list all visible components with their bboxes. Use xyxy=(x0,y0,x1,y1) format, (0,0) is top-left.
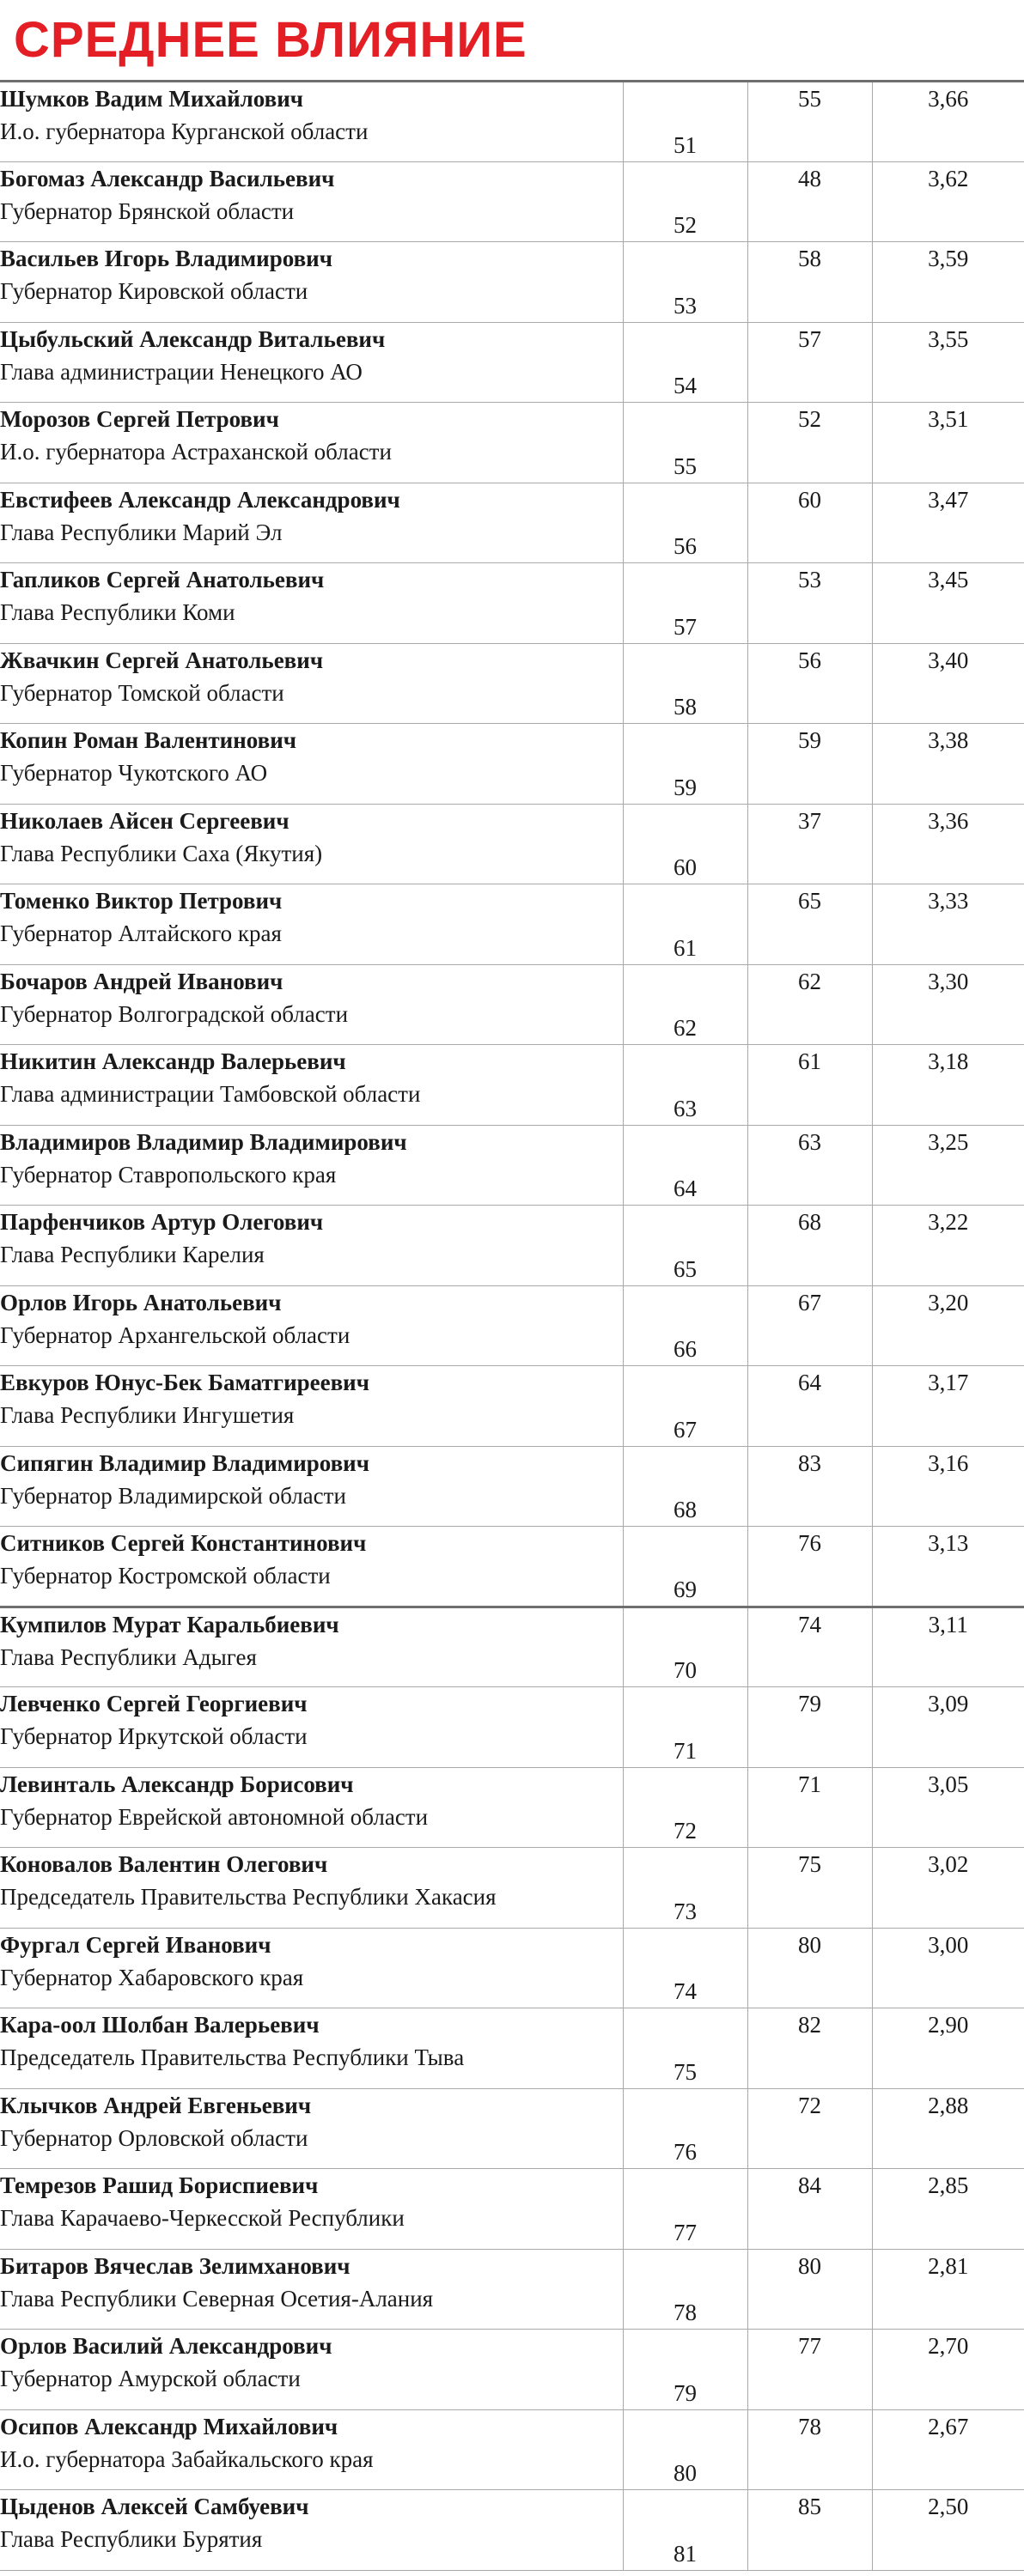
rank-cell: 78 xyxy=(623,2249,747,2330)
person-cell xyxy=(0,1848,623,1929)
person-cell xyxy=(0,1527,623,1607)
person-cell xyxy=(0,161,623,242)
rank-cell: 75 xyxy=(623,2008,747,2089)
person-position: Глава Республики Марий Эл xyxy=(0,519,283,545)
person-position: Глава администрации Тамбовской области xyxy=(0,1081,421,1107)
rank-cell: 72 xyxy=(623,1767,747,1848)
score-cell: 3,62 xyxy=(872,161,1024,242)
rank-cell: 81 xyxy=(623,2490,747,2571)
rank-cell: 60 xyxy=(623,804,747,884)
person-cell xyxy=(0,1125,623,1206)
previous-rank-cell: 79 xyxy=(747,1687,872,1768)
previous-rank-cell: 53 xyxy=(747,563,872,644)
rank-cell: 80 xyxy=(623,2409,747,2490)
table-row xyxy=(0,1527,1024,1607)
person-name: Кара-оол Шолбан Валерьевич xyxy=(0,2012,320,2038)
rank-cell: 64 xyxy=(623,1125,747,1206)
person-cell xyxy=(0,1045,623,1126)
table-row xyxy=(0,1285,1024,1366)
person-cell xyxy=(0,1687,623,1768)
score-cell: 3,55 xyxy=(872,322,1024,403)
person-cell xyxy=(0,2330,623,2410)
person-cell xyxy=(0,884,623,965)
table-row xyxy=(0,643,1024,724)
rank-cell: 74 xyxy=(623,1928,747,2008)
person-position: Глава Республики Саха (Якутия) xyxy=(0,840,323,866)
rank-cell: 69 xyxy=(623,1527,747,1607)
rank-cell: 59 xyxy=(623,724,747,805)
person-cell xyxy=(0,1607,623,1687)
previous-rank-cell: 65 xyxy=(747,884,872,965)
person-position: Глава Республики Северная Осетия-Алания xyxy=(0,2285,434,2312)
previous-rank-cell: 48 xyxy=(747,161,872,242)
person-position: Глава Республики Адыгея xyxy=(0,1643,257,1670)
person-cell xyxy=(0,804,623,884)
table-row xyxy=(0,1045,1024,1126)
previous-rank-cell: 37 xyxy=(747,804,872,884)
previous-rank-cell: 52 xyxy=(747,403,872,483)
previous-rank-cell: 58 xyxy=(747,242,872,323)
person-position: Губернатор Костромской области xyxy=(0,1563,331,1589)
person-cell xyxy=(0,1446,623,1527)
rank-cell: 67 xyxy=(623,1366,747,1447)
score-cell: 3,45 xyxy=(872,563,1024,644)
person-name: Орлов Василий Александрович xyxy=(0,2333,332,2359)
person-position: Глава администрации Ненецкого АО xyxy=(0,358,363,385)
rank-cell: 79 xyxy=(623,2330,747,2410)
previous-rank-cell: 59 xyxy=(747,724,872,805)
table-row xyxy=(0,724,1024,805)
person-cell xyxy=(0,563,623,644)
score-cell: 2,50 xyxy=(872,2490,1024,2571)
table-row xyxy=(0,2249,1024,2330)
table-row xyxy=(0,2008,1024,2089)
table-row xyxy=(0,1366,1024,1447)
score-cell: 3,51 xyxy=(872,403,1024,483)
person-position: Губернатор Волгоградской области xyxy=(0,1000,349,1027)
table-row xyxy=(0,1767,1024,1848)
previous-rank-cell: 76 xyxy=(747,1527,872,1607)
rank-cell: 63 xyxy=(623,1045,747,1126)
table-row xyxy=(0,2330,1024,2410)
person-position: Председатель Правительства Республики Тыва xyxy=(0,2044,465,2070)
person-cell xyxy=(0,1767,623,1848)
score-cell: 3,33 xyxy=(872,884,1024,965)
table-row xyxy=(0,884,1024,965)
person-cell xyxy=(0,1366,623,1447)
person-cell xyxy=(0,242,623,323)
score-cell: 3,05 xyxy=(872,1767,1024,1848)
score-cell: 3,36 xyxy=(872,804,1024,884)
person-name: Гапликов Сергей Анатольевич xyxy=(0,567,325,592)
person-cell xyxy=(0,2088,623,2169)
person-name: Никитин Александр Валерьевич xyxy=(0,1048,346,1074)
previous-rank-cell: 60 xyxy=(747,483,872,563)
rank-cell: 57 xyxy=(623,563,747,644)
person-name: Ситников Сергей Константинович xyxy=(0,1530,367,1556)
person-name: Морозов Сергей Петрович xyxy=(0,406,279,432)
person-name: Евстифеев Александр Александрович xyxy=(0,486,400,513)
table-row xyxy=(0,322,1024,403)
rank-cell: 51 xyxy=(623,82,747,162)
section-title: СРЕДНЕЕ ВЛИЯНИЕ xyxy=(14,12,527,68)
table-row xyxy=(0,2490,1024,2571)
person-cell xyxy=(0,1285,623,1366)
rank-cell: 56 xyxy=(623,483,747,563)
previous-rank-cell: 61 xyxy=(747,1045,872,1126)
score-cell: 2,88 xyxy=(872,2088,1024,2169)
person-position: Губернатор Ставропольского края xyxy=(0,1161,337,1188)
person-position: Губернатор Орловской области xyxy=(0,2124,308,2151)
person-cell xyxy=(0,2490,623,2571)
person-name: Цыбульский Александр Витальевич xyxy=(0,325,386,352)
person-position: Губернатор Хабаровского края xyxy=(0,1964,304,1990)
person-cell xyxy=(0,2169,623,2250)
person-name: Шумков Вадим Михайлович xyxy=(0,86,303,112)
previous-rank-cell: 82 xyxy=(747,2008,872,2089)
rank-cell: 54 xyxy=(623,322,747,403)
score-cell: 3,09 xyxy=(872,1687,1024,1768)
person-position: Губернатор Чукотского АО xyxy=(0,760,268,786)
person-name: Левинталь Александр Борисович xyxy=(0,1771,354,1797)
table-row xyxy=(0,1607,1024,1687)
score-cell: 3,02 xyxy=(872,1848,1024,1929)
score-cell: 2,81 xyxy=(872,2249,1024,2330)
person-name: Богомаз Александр Васильевич xyxy=(0,165,335,191)
person-name: Томенко Виктор Петрович xyxy=(0,888,283,914)
table-row xyxy=(0,563,1024,644)
score-cell: 3,47 xyxy=(872,483,1024,563)
score-cell: 3,00 xyxy=(872,1928,1024,2008)
person-cell xyxy=(0,724,623,805)
table-row xyxy=(0,2169,1024,2250)
person-name: Копин Роман Валентинович xyxy=(0,727,296,753)
person-name: Орлов Игорь Анатольевич xyxy=(0,1289,282,1315)
previous-rank-cell: 78 xyxy=(747,2409,872,2490)
score-cell: 3,18 xyxy=(872,1045,1024,1126)
person-cell xyxy=(0,322,623,403)
previous-rank-cell: 62 xyxy=(747,964,872,1045)
rank-cell: 55 xyxy=(623,403,747,483)
table-row xyxy=(0,804,1024,884)
previous-rank-cell: 64 xyxy=(747,1366,872,1447)
person-position: Губернатор Брянской области xyxy=(0,197,295,224)
table-row xyxy=(0,242,1024,323)
previous-rank-cell: 67 xyxy=(747,1285,872,1366)
person-name: Парфенчиков Артур Олегович xyxy=(0,1209,324,1235)
previous-rank-cell: 57 xyxy=(747,322,872,403)
previous-rank-cell: 84 xyxy=(747,2169,872,2250)
person-name: Клычков Андрей Евгеньевич xyxy=(0,2092,312,2118)
rank-cell: 68 xyxy=(623,1446,747,1527)
rank-cell: 61 xyxy=(623,884,747,965)
score-cell: 3,38 xyxy=(872,724,1024,805)
rank-cell: 77 xyxy=(623,2169,747,2250)
previous-rank-cell: 83 xyxy=(747,1446,872,1527)
rating-table-body xyxy=(0,82,1024,2571)
previous-rank-cell: 68 xyxy=(747,1206,872,1286)
previous-rank-cell: 72 xyxy=(747,2088,872,2169)
person-position: Губернатор Томской области xyxy=(0,679,284,706)
person-position: И.о. губернатора Забайкальского края xyxy=(0,2445,374,2472)
table-row xyxy=(0,964,1024,1045)
table-row xyxy=(0,82,1024,162)
person-cell xyxy=(0,2008,623,2089)
person-name: Фургал Сергей Иванович xyxy=(0,1931,271,1958)
person-cell xyxy=(0,403,623,483)
person-name: Евкуров Юнус-Бек Баматгиреевич xyxy=(0,1370,369,1395)
person-name: Левченко Сергей Георгиевич xyxy=(0,1691,308,1716)
rank-cell: 65 xyxy=(623,1206,747,1286)
person-name: Бочаров Андрей Иванович xyxy=(0,968,283,994)
rank-cell: 73 xyxy=(623,1848,747,1929)
rank-cell: 70 xyxy=(623,1607,747,1687)
person-cell xyxy=(0,82,623,162)
person-position: Губернатор Амурской области xyxy=(0,2366,301,2391)
person-name: Темрезов Рашид Бориспиевич xyxy=(0,2172,319,2198)
person-name: Васильев Игорь Владимирович xyxy=(0,246,332,271)
person-position: Губернатор Алтайского края xyxy=(0,920,282,946)
table-row xyxy=(0,403,1024,483)
person-name: Николаев Айсен Сергеевич xyxy=(0,807,290,834)
person-position: Глава Республики Карелия xyxy=(0,1242,265,1267)
person-position: Председатель Правительства Республики Хакасия xyxy=(0,1884,497,1910)
previous-rank-cell: 77 xyxy=(747,2330,872,2410)
person-position: Глава Республики Коми xyxy=(0,599,235,625)
table-row xyxy=(0,2088,1024,2169)
table-row xyxy=(0,1687,1024,1768)
score-cell: 3,40 xyxy=(872,643,1024,724)
person-name: Коновалов Валентин Олегович xyxy=(0,1851,328,1877)
score-cell: 3,30 xyxy=(872,964,1024,1045)
previous-rank-cell: 80 xyxy=(747,1928,872,2008)
score-cell: 2,85 xyxy=(872,2169,1024,2250)
person-name: Владимиров Владимир Владимирович xyxy=(0,1128,407,1155)
person-name: Осипов Александр Михайлович xyxy=(0,2413,338,2439)
person-cell xyxy=(0,1928,623,2008)
person-cell xyxy=(0,643,623,724)
person-position: Губернатор Кировской области xyxy=(0,278,308,304)
table-row xyxy=(0,161,1024,242)
score-cell: 2,90 xyxy=(872,2008,1024,2089)
person-cell xyxy=(0,964,623,1045)
previous-rank-cell: 74 xyxy=(747,1607,872,1687)
person-position: И.о. губернатора Курганской области xyxy=(0,118,369,144)
previous-rank-cell: 55 xyxy=(747,82,872,162)
person-position: Губернатор Архангельской области xyxy=(0,1321,350,1348)
score-cell: 2,70 xyxy=(872,2330,1024,2410)
rank-cell: 52 xyxy=(623,161,747,242)
table-row xyxy=(0,1125,1024,1206)
person-cell xyxy=(0,2249,623,2330)
score-cell: 3,25 xyxy=(872,1125,1024,1206)
person-name: Кумпилов Мурат Каральбиевич xyxy=(0,1611,339,1637)
person-name: Жвачкин Сергей Анатольевич xyxy=(0,647,324,673)
table-row xyxy=(0,1206,1024,1286)
score-cell: 3,17 xyxy=(872,1366,1024,1447)
rank-cell: 58 xyxy=(623,643,747,724)
table-row xyxy=(0,1446,1024,1527)
rank-cell: 71 xyxy=(623,1687,747,1768)
score-cell: 3,22 xyxy=(872,1206,1024,1286)
person-position: И.о. губернатора Астраханской области xyxy=(0,439,392,465)
previous-rank-cell: 56 xyxy=(747,643,872,724)
previous-rank-cell: 63 xyxy=(747,1125,872,1206)
table-row xyxy=(0,483,1024,563)
governors-rating-table xyxy=(0,80,1024,2571)
rank-cell: 66 xyxy=(623,1285,747,1366)
person-cell xyxy=(0,2409,623,2490)
rank-cell: 76 xyxy=(623,2088,747,2169)
person-cell xyxy=(0,1206,623,1286)
score-cell: 3,66 xyxy=(872,82,1024,162)
person-position: Глава Республики Бурятия xyxy=(0,2526,263,2552)
score-cell: 3,20 xyxy=(872,1285,1024,1366)
person-name: Сипягин Владимир Владимирович xyxy=(0,1449,369,1476)
score-cell: 3,59 xyxy=(872,242,1024,323)
previous-rank-cell: 80 xyxy=(747,2249,872,2330)
previous-rank-cell: 71 xyxy=(747,1767,872,1848)
score-cell: 2,67 xyxy=(872,2409,1024,2490)
score-cell: 3,11 xyxy=(872,1607,1024,1687)
previous-rank-cell: 75 xyxy=(747,1848,872,1929)
table-row xyxy=(0,1928,1024,2008)
person-position: Глава Карачаево-Черкесской Республики xyxy=(0,2205,405,2231)
rank-cell: 62 xyxy=(623,964,747,1045)
person-cell xyxy=(0,483,623,563)
person-position: Губернатор Еврейской автономной области xyxy=(0,1803,429,1830)
previous-rank-cell: 85 xyxy=(747,2490,872,2571)
table-row xyxy=(0,1848,1024,1929)
table-row xyxy=(0,2409,1024,2490)
person-position: Глава Республики Ингушетия xyxy=(0,1402,295,1428)
score-cell: 3,16 xyxy=(872,1446,1024,1527)
person-position: Губернатор Владимирской области xyxy=(0,1482,346,1509)
score-cell: 3,13 xyxy=(872,1527,1024,1607)
rank-cell: 53 xyxy=(623,242,747,323)
person-name: Цыденов Алексей Самбуевич xyxy=(0,2494,309,2519)
person-name: Битаров Вячеслав Зелимханович xyxy=(0,2252,350,2279)
person-position: Губернатор Иркутской области xyxy=(0,1723,308,1749)
